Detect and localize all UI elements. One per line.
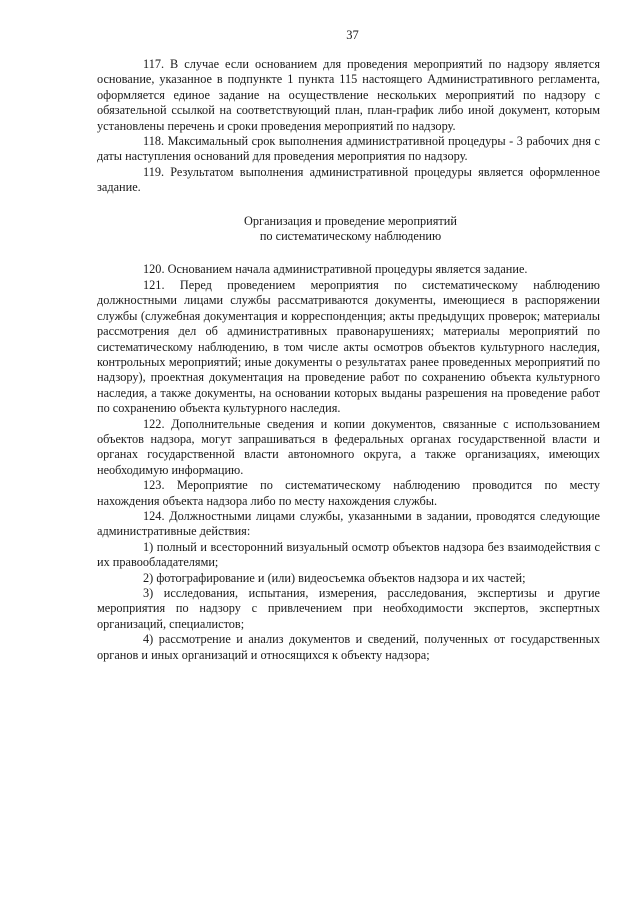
section-heading [97,214,600,245]
paragraph-122: 122. Дополнительные сведения и копии документов, связанные с использованием объектов надзора, могут запрашиваться в федеральных органах государственной власти и органах государственной власти автономного округа, а также организациях, имеющих необходимую информацию. [97,416,600,477]
paragraph-117: 117. В случае если основанием для проведения мероприятий по надзору является основание, указанное в подпункте 1 пункта 115 настоящего Административного регламента, оформляется единое задание на осуществление нескольких мероприятий по надзору с обязательной ссылкой на соответствующий план, план-график либо иной документ, которым установлены перечень и сроки проведения мероприятий по надзору. [97,57,600,133]
list-item-3: 3) исследования, испытания, измерения, расследования, экспертизы и другие мероприятия по надзору с привлечением при необходимости экспертов, экспертных организаций, специалистов; [97,586,600,631]
paragraph-123: 123. Мероприятие по систематическому наблюдению проводится по месту нахождения объекта надзора либо по месту нахождения службы. [97,478,600,508]
paragraph-121: 121. Перед проведением мероприятия по систематическому наблюдению должностными лицами службы рассматриваются документы, имеющиеся в распоряжении службы (служебная документация и корреспонденция; акты предыдущих проверок; материалы рассмотрения дел об административных правонарушениях; материалы мероприятий по систематическому наблюдению, в том числе акты осмотров объектов культурного наследия, контрольных мероприятий; иные документы о результатах ранее проведенных мероприятий по надзору), проектная документация на проведение работ по сохранению объекта культурного наследия, а также документы, на основании которых выданы разрешения на проведение работ по сохранению объекта культурного наследия. [97,277,600,416]
paragraph-118: 118. Максимальный срок выполнения административной процедуры - 3 рабочих дня с даты наступления оснований для проведения мероприятия по надзору. [97,134,600,164]
paragraph-124: 124. Должностными лицами службы, указанными в задании, проводятся следующие административные действия: [97,508,600,539]
paragraph-120: 120. Основанием начала административной процедуры является задание. [143,262,528,277]
list-item-2: 2) фотографирование и (или) видеосъемка объектов надзора и их частей; [143,570,526,585]
list-item-4: 4) рассмотрение и анализ документов и сведений, полученных от государственных органов и иных организаций и относящихся к объекту надзора; [97,632,600,662]
section-heading-line-1: Организация и проведение мероприятий [244,213,457,228]
section-heading-line-2: по систематическому наблюдению [259,229,442,244]
list-item-1: 1) полный и всесторонний визуальный осмотр объектов надзора без взаимодействия с их правообладателями; [97,539,600,570]
page-number: 37 [346,28,359,42]
paragraph-119: 119. Результатом выполнения административной процедуры является оформленное задание. [97,164,600,195]
